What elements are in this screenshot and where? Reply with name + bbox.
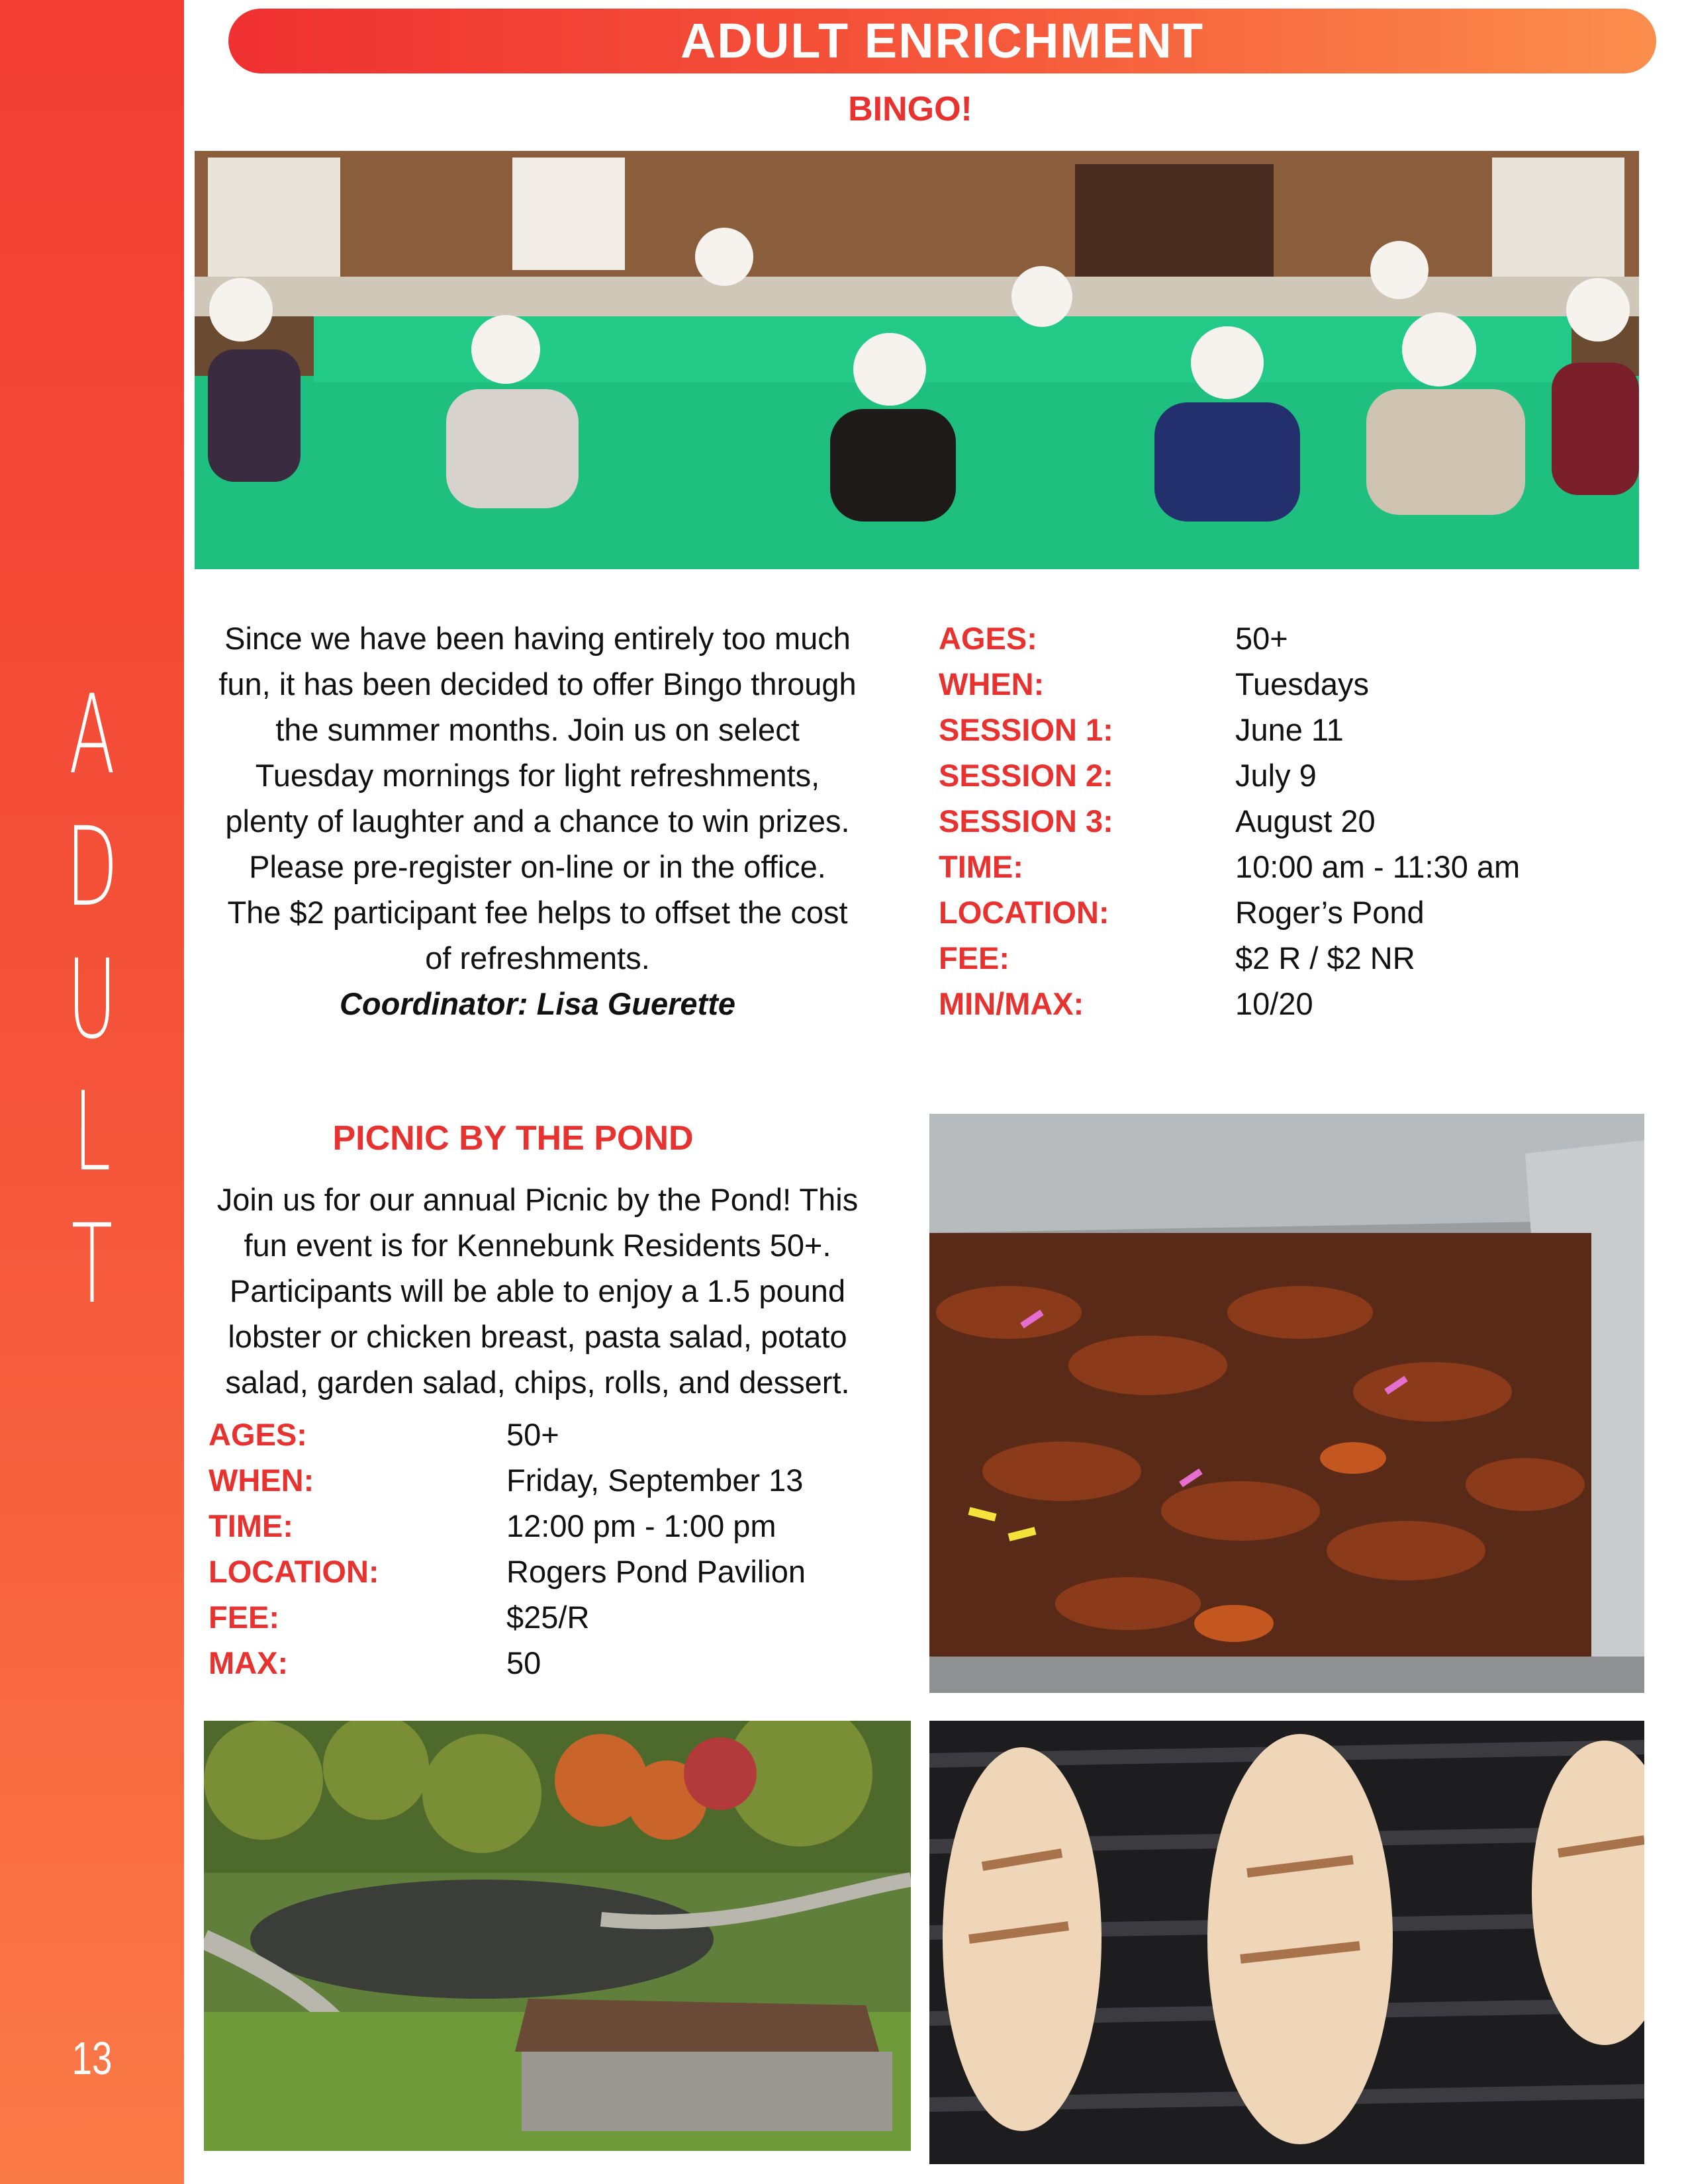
detail-label: FEE:	[209, 1600, 280, 1635]
detail-label: LOCATION:	[939, 895, 1109, 930]
description-line: fun, it has been decided to offer Bingo through	[218, 666, 857, 702]
sidebar	[0, 0, 184, 2184]
sidebar-letter: A	[69, 671, 115, 798]
lobster-photo	[929, 1114, 1644, 1693]
page-number: 13	[71, 2032, 113, 2084]
detail-value: 50	[506, 1645, 541, 1680]
description-line: The $2 participant fee helps to offset the cost	[227, 895, 848, 930]
detail-label: MIN/MAX:	[939, 986, 1084, 1021]
detail-value: 10:00 am - 11:30 am	[1235, 849, 1521, 884]
detail-label: MAX:	[209, 1645, 289, 1680]
pond-photo	[204, 1721, 911, 2151]
description-line: Please pre-register on-line or in the office.	[249, 849, 826, 884]
detail-label: AGES:	[209, 1417, 307, 1452]
detail-label: FEE:	[939, 940, 1010, 976]
sidebar-letter: T	[71, 1201, 113, 1328]
detail-row	[939, 661, 1520, 707]
detail-row	[209, 1503, 806, 1549]
description-line: salad, garden salad, chips, rolls, and dessert.	[225, 1365, 850, 1400]
chicken-photo	[929, 1721, 1644, 2164]
description-line: Tuesday mornings for light refreshments,	[255, 758, 820, 793]
detail-row	[209, 1549, 806, 1594]
detail-row	[939, 707, 1520, 752]
coordinator-name: Coordinator: Lisa Guerette	[339, 986, 735, 1021]
picnic-title: PICNIC BY THE POND	[332, 1119, 694, 1158]
detail-row	[209, 1457, 806, 1503]
picnic-description	[193, 1177, 882, 1405]
bingo-photo	[195, 151, 1639, 569]
bingo-details	[939, 615, 1520, 1026]
detail-value: July 9	[1235, 758, 1317, 793]
description-line: Join us for our annual Picnic by the Pond! This	[216, 1182, 859, 1217]
sidebar-letter: D	[66, 803, 118, 931]
sidebar-vertical-title	[0, 668, 184, 1330]
detail-row	[209, 1594, 806, 1640]
description-line: Since we have been having entirely too much	[224, 621, 851, 656]
description-line: fun event is for Kennebunk Residents 50+.	[244, 1228, 831, 1263]
detail-label: SESSION 1:	[939, 712, 1113, 747]
detail-value: 50+	[1235, 621, 1288, 656]
detail-row	[939, 752, 1520, 798]
detail-value: Tuesdays	[1235, 666, 1370, 702]
detail-label: TIME:	[209, 1508, 293, 1543]
detail-value: Friday, September 13	[506, 1463, 804, 1498]
detail-label: SESSION 3:	[939, 803, 1113, 839]
detail-value: 10/20	[1235, 986, 1313, 1021]
detail-row	[209, 1412, 806, 1457]
description-line: plenty of laughter and a chance to win prizes.	[225, 803, 850, 839]
detail-label: WHEN:	[939, 666, 1045, 702]
detail-row	[939, 889, 1520, 935]
detail-value: $25/R	[506, 1600, 590, 1635]
description-line: lobster or chicken breast, pasta salad, potato	[228, 1319, 847, 1354]
detail-value: Roger’s Pond	[1235, 895, 1425, 930]
detail-label: WHEN:	[209, 1463, 314, 1498]
detail-label: TIME:	[939, 849, 1023, 884]
detail-row	[939, 798, 1520, 844]
detail-row	[209, 1640, 806, 1686]
detail-label: AGES:	[939, 621, 1037, 656]
detail-value: August 20	[1235, 803, 1376, 839]
sidebar-letter: L	[73, 1068, 111, 1195]
detail-value: $2 R / $2 NR	[1235, 940, 1415, 976]
detail-value: 12:00 pm - 1:00 pm	[506, 1508, 776, 1543]
detail-label: LOCATION:	[209, 1554, 379, 1589]
sidebar-letter: U	[67, 936, 117, 1063]
page-title-banner: ADULT ENRICHMENT	[228, 9, 1656, 73]
detail-row	[939, 935, 1520, 981]
detail-row	[939, 615, 1520, 661]
detail-label: SESSION 2:	[939, 758, 1113, 793]
bingo-description	[193, 615, 882, 1026]
description-line: the summer months. Join us on select	[275, 712, 800, 747]
description-line: Participants will be able to enjoy a 1.5 pound	[229, 1273, 846, 1308]
detail-row	[939, 844, 1520, 889]
description-line: of refreshments.	[425, 940, 650, 976]
detail-value: Rogers Pond Pavilion	[506, 1554, 806, 1589]
detail-value: 50+	[506, 1417, 559, 1452]
detail-value: June 11	[1235, 712, 1344, 747]
picnic-details	[209, 1412, 806, 1686]
bingo-title: BINGO!	[848, 90, 972, 128]
detail-row	[939, 981, 1520, 1026]
